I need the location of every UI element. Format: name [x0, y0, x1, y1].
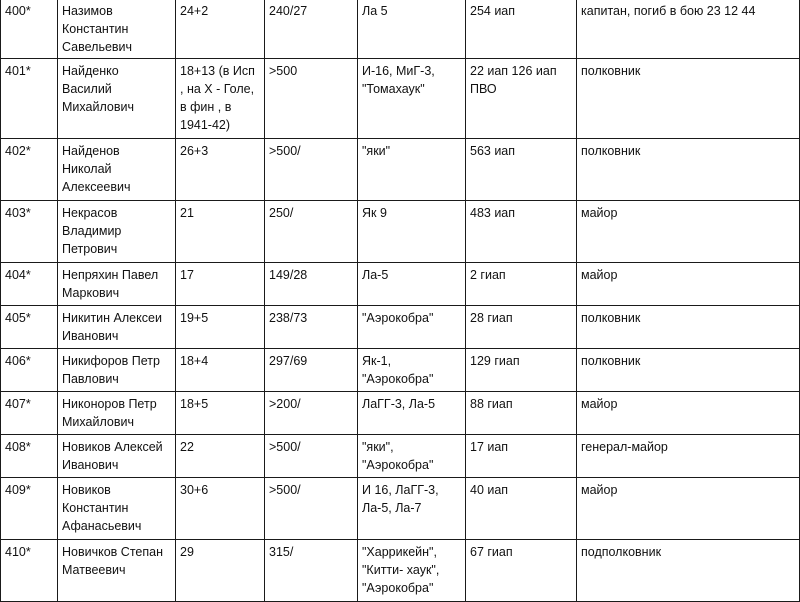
pilot-name-cell: Найденов Николай Алексеевич — [58, 139, 176, 201]
pilot-name-cell: Назимов Константин Савельевич — [58, 0, 176, 59]
aircraft-cell: Як 9 — [358, 201, 466, 263]
victories-cell: 18+4 — [176, 349, 265, 392]
victories-cell: 29 — [176, 540, 265, 602]
table-row — [1, 59, 800, 139]
sorties-cell: 297/69 — [265, 349, 358, 392]
row-number-cell: 409* — [1, 478, 58, 540]
table-row — [1, 478, 800, 540]
table-row — [1, 306, 800, 349]
row-number-cell: 405* — [1, 306, 58, 349]
row-number-cell: 404* — [1, 263, 58, 306]
row-number-cell: 407* — [1, 392, 58, 435]
unit-cell: 67 гиап — [466, 540, 577, 602]
aircraft-cell: "Харрикейн", "Китти- хаук", "Аэрокобра" — [358, 540, 466, 602]
victories-cell: 26+3 — [176, 139, 265, 201]
pilot-name-cell: Найденко Василий Михайлович — [58, 59, 176, 139]
pilot-name-cell: Никоноров Петр Михайлович — [58, 392, 176, 435]
victories-cell: 22 — [176, 435, 265, 478]
pilot-name-cell: Новиков Алексей Иванович — [58, 435, 176, 478]
row-number-cell: 406* — [1, 349, 58, 392]
rank-cell: капитан, погиб в бою 23 12 44 — [577, 0, 800, 59]
sorties-cell: >500/ — [265, 478, 358, 540]
rank-cell: полковник — [577, 139, 800, 201]
pilots-table-body — [1, 0, 800, 602]
pilot-name-cell: Новичков Степан Матвеевич — [58, 540, 176, 602]
rank-cell: полковник — [577, 59, 800, 139]
sorties-cell: 240/27 — [265, 0, 358, 59]
pilot-name-cell: Новиков Константин Афанасьевич — [58, 478, 176, 540]
sorties-cell: >500/ — [265, 435, 358, 478]
aircraft-cell: "яки", "Аэрокобра" — [358, 435, 466, 478]
victories-cell: 30+6 — [176, 478, 265, 540]
sorties-cell: 250/ — [265, 201, 358, 263]
row-number-cell: 400* — [1, 0, 58, 59]
sorties-cell: 149/28 — [265, 263, 358, 306]
table-row — [1, 263, 800, 306]
row-number-cell: 408* — [1, 435, 58, 478]
pilot-name-cell: Никитин Алексеи Иванович — [58, 306, 176, 349]
unit-cell: 22 иап 126 иап ПВО — [466, 59, 577, 139]
rank-cell: полковник — [577, 306, 800, 349]
victories-cell: 21 — [176, 201, 265, 263]
unit-cell: 17 иап — [466, 435, 577, 478]
unit-cell: 88 гиап — [466, 392, 577, 435]
row-number-cell: 403* — [1, 201, 58, 263]
unit-cell: 129 гиап — [466, 349, 577, 392]
table-row — [1, 0, 800, 59]
rank-cell: майор — [577, 392, 800, 435]
pilot-name-cell: Некрасов Владимир Петрович — [58, 201, 176, 263]
pilot-name-cell: Никифоров Петр Павлович — [58, 349, 176, 392]
unit-cell: 254 иап — [466, 0, 577, 59]
unit-cell: 563 иап — [466, 139, 577, 201]
table-row — [1, 349, 800, 392]
aircraft-cell: И-16, МиГ-3, "Томахаук" — [358, 59, 466, 139]
rank-cell: генерал-майор — [577, 435, 800, 478]
sorties-cell: >500 — [265, 59, 358, 139]
pilot-name-cell: Непряхин Павел Маркович — [58, 263, 176, 306]
rank-cell: подполковник — [577, 540, 800, 602]
aircraft-cell: "яки" — [358, 139, 466, 201]
aircraft-cell: "Аэрокобра" — [358, 306, 466, 349]
rank-cell: майор — [577, 201, 800, 263]
sorties-cell: 315/ — [265, 540, 358, 602]
sorties-cell: 238/73 — [265, 306, 358, 349]
table-row — [1, 540, 800, 602]
victories-cell: 19+5 — [176, 306, 265, 349]
table-row — [1, 435, 800, 478]
victories-cell: 24+2 — [176, 0, 265, 59]
row-number-cell: 401* — [1, 59, 58, 139]
victories-cell: 18+5 — [176, 392, 265, 435]
table-row — [1, 139, 800, 201]
rank-cell: полковник — [577, 349, 800, 392]
unit-cell: 28 гиап — [466, 306, 577, 349]
unit-cell: 483 иап — [466, 201, 577, 263]
row-number-cell: 402* — [1, 139, 58, 201]
unit-cell: 40 иап — [466, 478, 577, 540]
aircraft-cell: И 16, ЛаГГ-3, Ла-5, Ла-7 — [358, 478, 466, 540]
rank-cell: майор — [577, 263, 800, 306]
aircraft-cell: Ла 5 — [358, 0, 466, 59]
table-row — [1, 392, 800, 435]
table-row — [1, 201, 800, 263]
row-number-cell: 410* — [1, 540, 58, 602]
aircraft-cell: Ла-5 — [358, 263, 466, 306]
rank-cell: майор — [577, 478, 800, 540]
sorties-cell: >500/ — [265, 139, 358, 201]
victories-cell: 17 — [176, 263, 265, 306]
sorties-cell: >200/ — [265, 392, 358, 435]
aircraft-cell: ЛаГГ-3, Ла-5 — [358, 392, 466, 435]
victories-cell: 18+13 (в Исп , на Х - Голе, в фин , в 1941-42) — [176, 59, 265, 139]
aircraft-cell: Як-1, "Аэрокобра" — [358, 349, 466, 392]
unit-cell: 2 гиап — [466, 263, 577, 306]
